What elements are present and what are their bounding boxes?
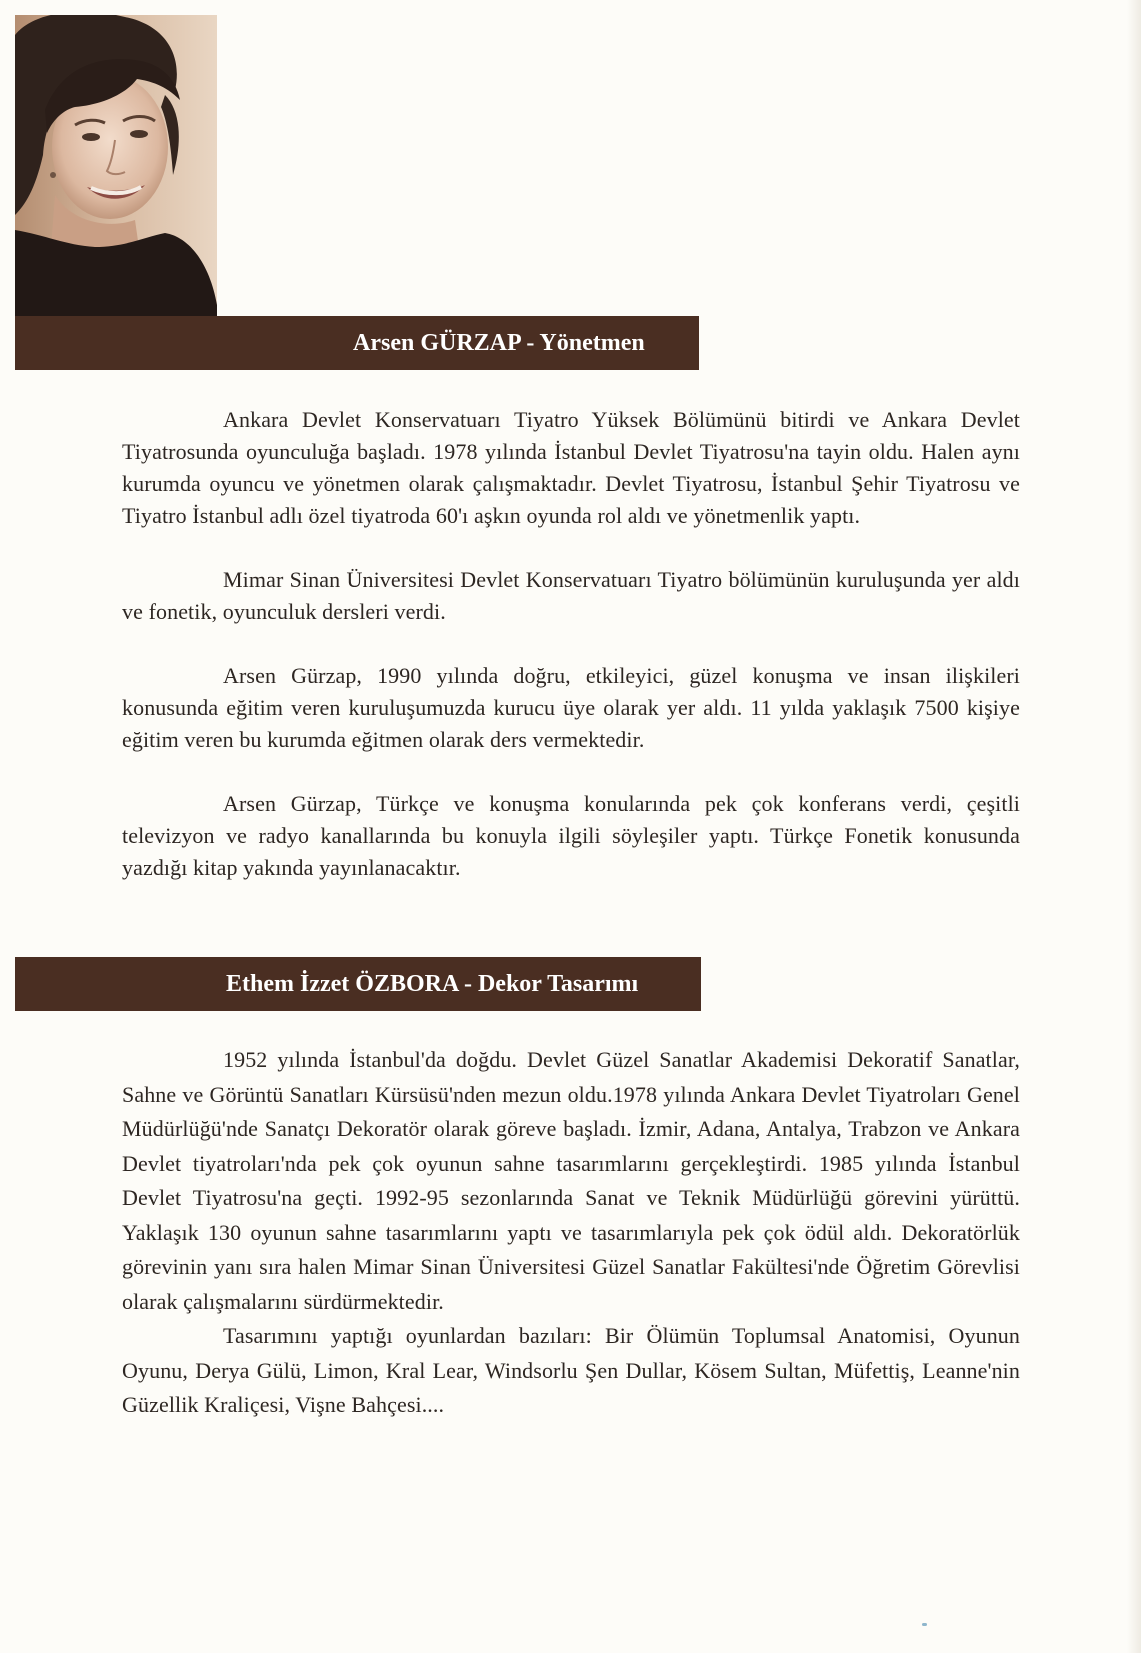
director-heading-bar: [15, 316, 699, 370]
director-paragraph: Mimar Sinan Üniversitesi Devlet Konservatuarı Tiyatro bölümünün kuruluşunda yer aldı ve fonetik, oyunculuk dersleri verdi.: [122, 567, 1020, 624]
director-paragraph: Arsen Gürzap, Türkçe ve konuşma konularında pek çok konferans verdi, çeşitli televizyon ve radyo kanallarında bu konuyla ilgili söyleşiler yaptı. Türkçe Fonetik konusunda yazdığı kitap yakında yayınlanacaktır.: [122, 791, 1020, 880]
designer-biography: [122, 1043, 1020, 1423]
page-edge-shadow: [1127, 0, 1141, 1653]
designer-paragraph: 1952 yılında İstanbul'da doğdu. Devlet Güzel Sanatlar Akademisi Dekoratif Sanatlar, Sahne ve Görüntü Sanatları Kürsüsü'nden mezun oldu.1978 yılında Ankara Devlet Tiyatroları Genel Müdürlüğü'nde Sanatçı Dekoratör olarak göreve başladı. İzmir, Adana, Antalya, Trabzon ve Ankara Devlet tiyatroları'nda pek çok oyunun sahne tasarımlarını gerçekleştirdi. 1985 yılında İstanbul Devlet Tiyatrosu'na geçti. 1992-95 sezonlarında Sanat ve Teknik Müdürlüğü görevini yürüttü. Yaklaşık 130 oyunun sahne tasarımlarını yaptı ve tasarımlarıyla pek çok ödül aldı. Dekoratörlük görevinin yanı sıra halen Mimar Sinan Üniversitesi Güzel Sanatlar Fakültesi'nde Öğretim Görevlisi olarak çalışmalarını sürdürmektedir.: [122, 1047, 1020, 1314]
director-paragraph: Arsen Gürzap, 1990 yılında doğru, etkileyici, güzel konuşma ve insan ilişkileri konusunda eğitim veren kuruluşumuzda kurucu üye olarak yer aldı. 11 yılda yaklaşık 7500 kişiye eğitim veren bu kurumda eğitmen olarak ders vermektedir.: [122, 663, 1020, 752]
designer-heading-bar: [15, 957, 701, 1011]
director-portrait-photo: [15, 15, 217, 317]
director-heading: Arsen GÜRZAP - Yönetmen: [353, 330, 645, 356]
director-paragraph: Ankara Devlet Konservatuarı Tiyatro Yüksek Bölümünü bitirdi ve Ankara Devlet Tiyatrosunda oyunculuğa başladı. 1978 yılında İstanbul Devlet Tiyatrosu'na tayin oldu. Halen aynı kurumda oyuncu ve yönetmen olarak çalışmaktadır. Devlet Tiyatrosu, İstanbul Şehir Tiyatrosu ve Tiyatro İstanbul adlı özel tiyatroda 60'ı aşkın oyunda rol aldı ve yönetmenlik yaptı.: [122, 407, 1020, 528]
scan-speck: [922, 1623, 927, 1626]
designer-paragraph: Tasarımını yaptığı oyunlardan bazıları: Bir Ölümün Toplumsal Anatomisi, Oyunun Oyunu, Derya Gülü, Limon, Kral Lear, Windsorlu Şen Dullar, Kösem Sultan, Müfettiş, Leanne'nin Güzellik Kraliçesi, Vişne Bahçesi....: [122, 1323, 1020, 1417]
designer-heading: Ethem İzzet ÖZBORA - Dekor Tasarımı: [226, 971, 639, 997]
director-biography: [122, 404, 1020, 916]
